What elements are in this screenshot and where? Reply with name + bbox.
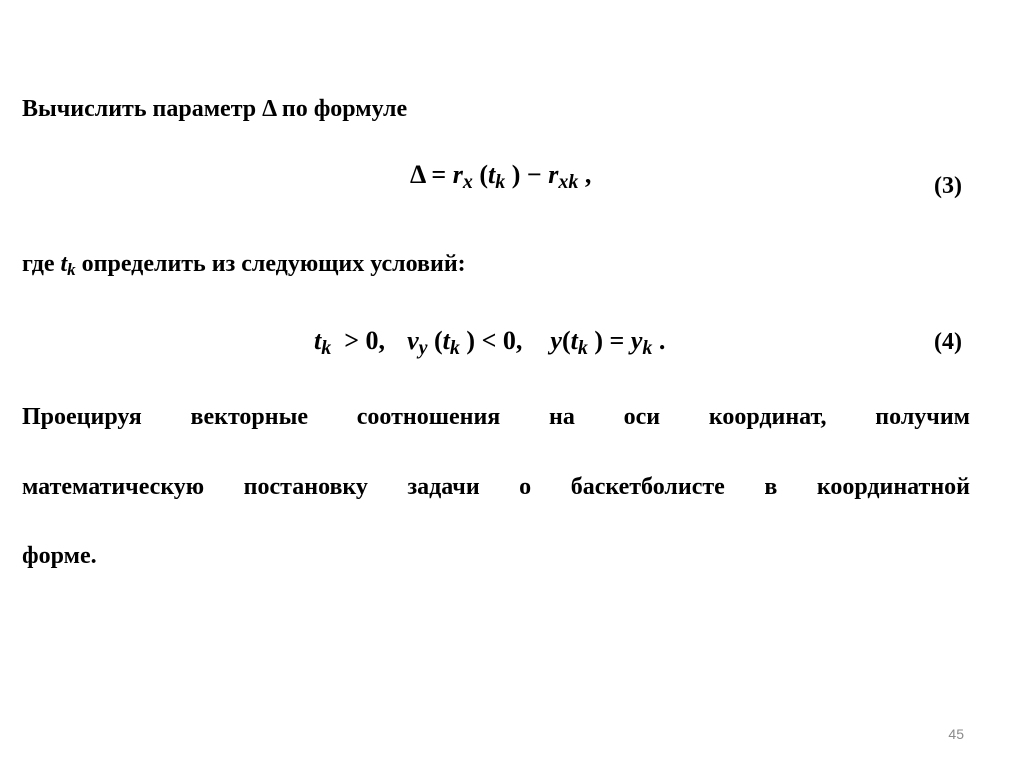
formula-4 <box>314 326 665 358</box>
r-symbol-2: r <box>548 160 559 189</box>
r-subscript: x <box>462 171 473 193</box>
t-symbol-2: t <box>442 326 450 355</box>
intro-text <box>22 95 407 123</box>
t-subscript: k <box>67 260 76 279</box>
t-symbol-3: t <box>570 326 578 355</box>
paragraph-line-2: математическую постановку задачи о баскетболисте в координатной <box>22 474 970 500</box>
intro-label: Вычислить параметр Δ по формуле <box>22 96 408 122</box>
y-symbol-2: y <box>630 326 643 355</box>
paragraph-line-1: Проецируя векторные соотношения на оси координат, получим <box>22 404 970 430</box>
condition-2-rest: ) < 0, <box>459 326 523 355</box>
condition-1-rest: > 0, <box>331 326 386 355</box>
condition-3-mid: ) = <box>587 326 631 355</box>
t-subscript: k <box>495 171 506 193</box>
period: . <box>652 326 666 355</box>
minus-sign: − <box>520 160 549 189</box>
t-subscript: k <box>321 337 332 359</box>
formula-3 <box>410 160 591 192</box>
t-subscript-3: k <box>577 337 588 359</box>
paragraph-line-3: форме. <box>22 543 97 569</box>
t-symbol: t <box>314 326 322 355</box>
r-subscript-2: xk <box>558 171 579 193</box>
paren-open: ( <box>472 160 488 189</box>
paren-open: ( <box>427 326 443 355</box>
delta-symbol: Δ <box>410 160 425 189</box>
equation-number-3: (3) <box>934 173 962 199</box>
paren-close: ) <box>505 160 521 189</box>
equation-number-4: (4) <box>934 329 962 355</box>
v-subscript: y <box>418 337 428 359</box>
comma: , <box>578 160 592 189</box>
v-symbol: v <box>407 326 419 355</box>
equals-sign: = <box>424 160 453 189</box>
y-subscript: k <box>642 337 653 359</box>
where-suffix: определить из следующих условий: <box>75 251 466 277</box>
t-symbol: t <box>488 160 496 189</box>
page-number: 45 <box>948 726 964 742</box>
where-prefix: где <box>22 251 61 277</box>
t-subscript-2: k <box>449 337 460 359</box>
r-symbol: r <box>452 160 463 189</box>
where-line <box>22 250 466 280</box>
t-symbol: t <box>60 251 68 277</box>
y-symbol: y <box>550 326 562 355</box>
paren-open-2: ( <box>561 326 571 355</box>
